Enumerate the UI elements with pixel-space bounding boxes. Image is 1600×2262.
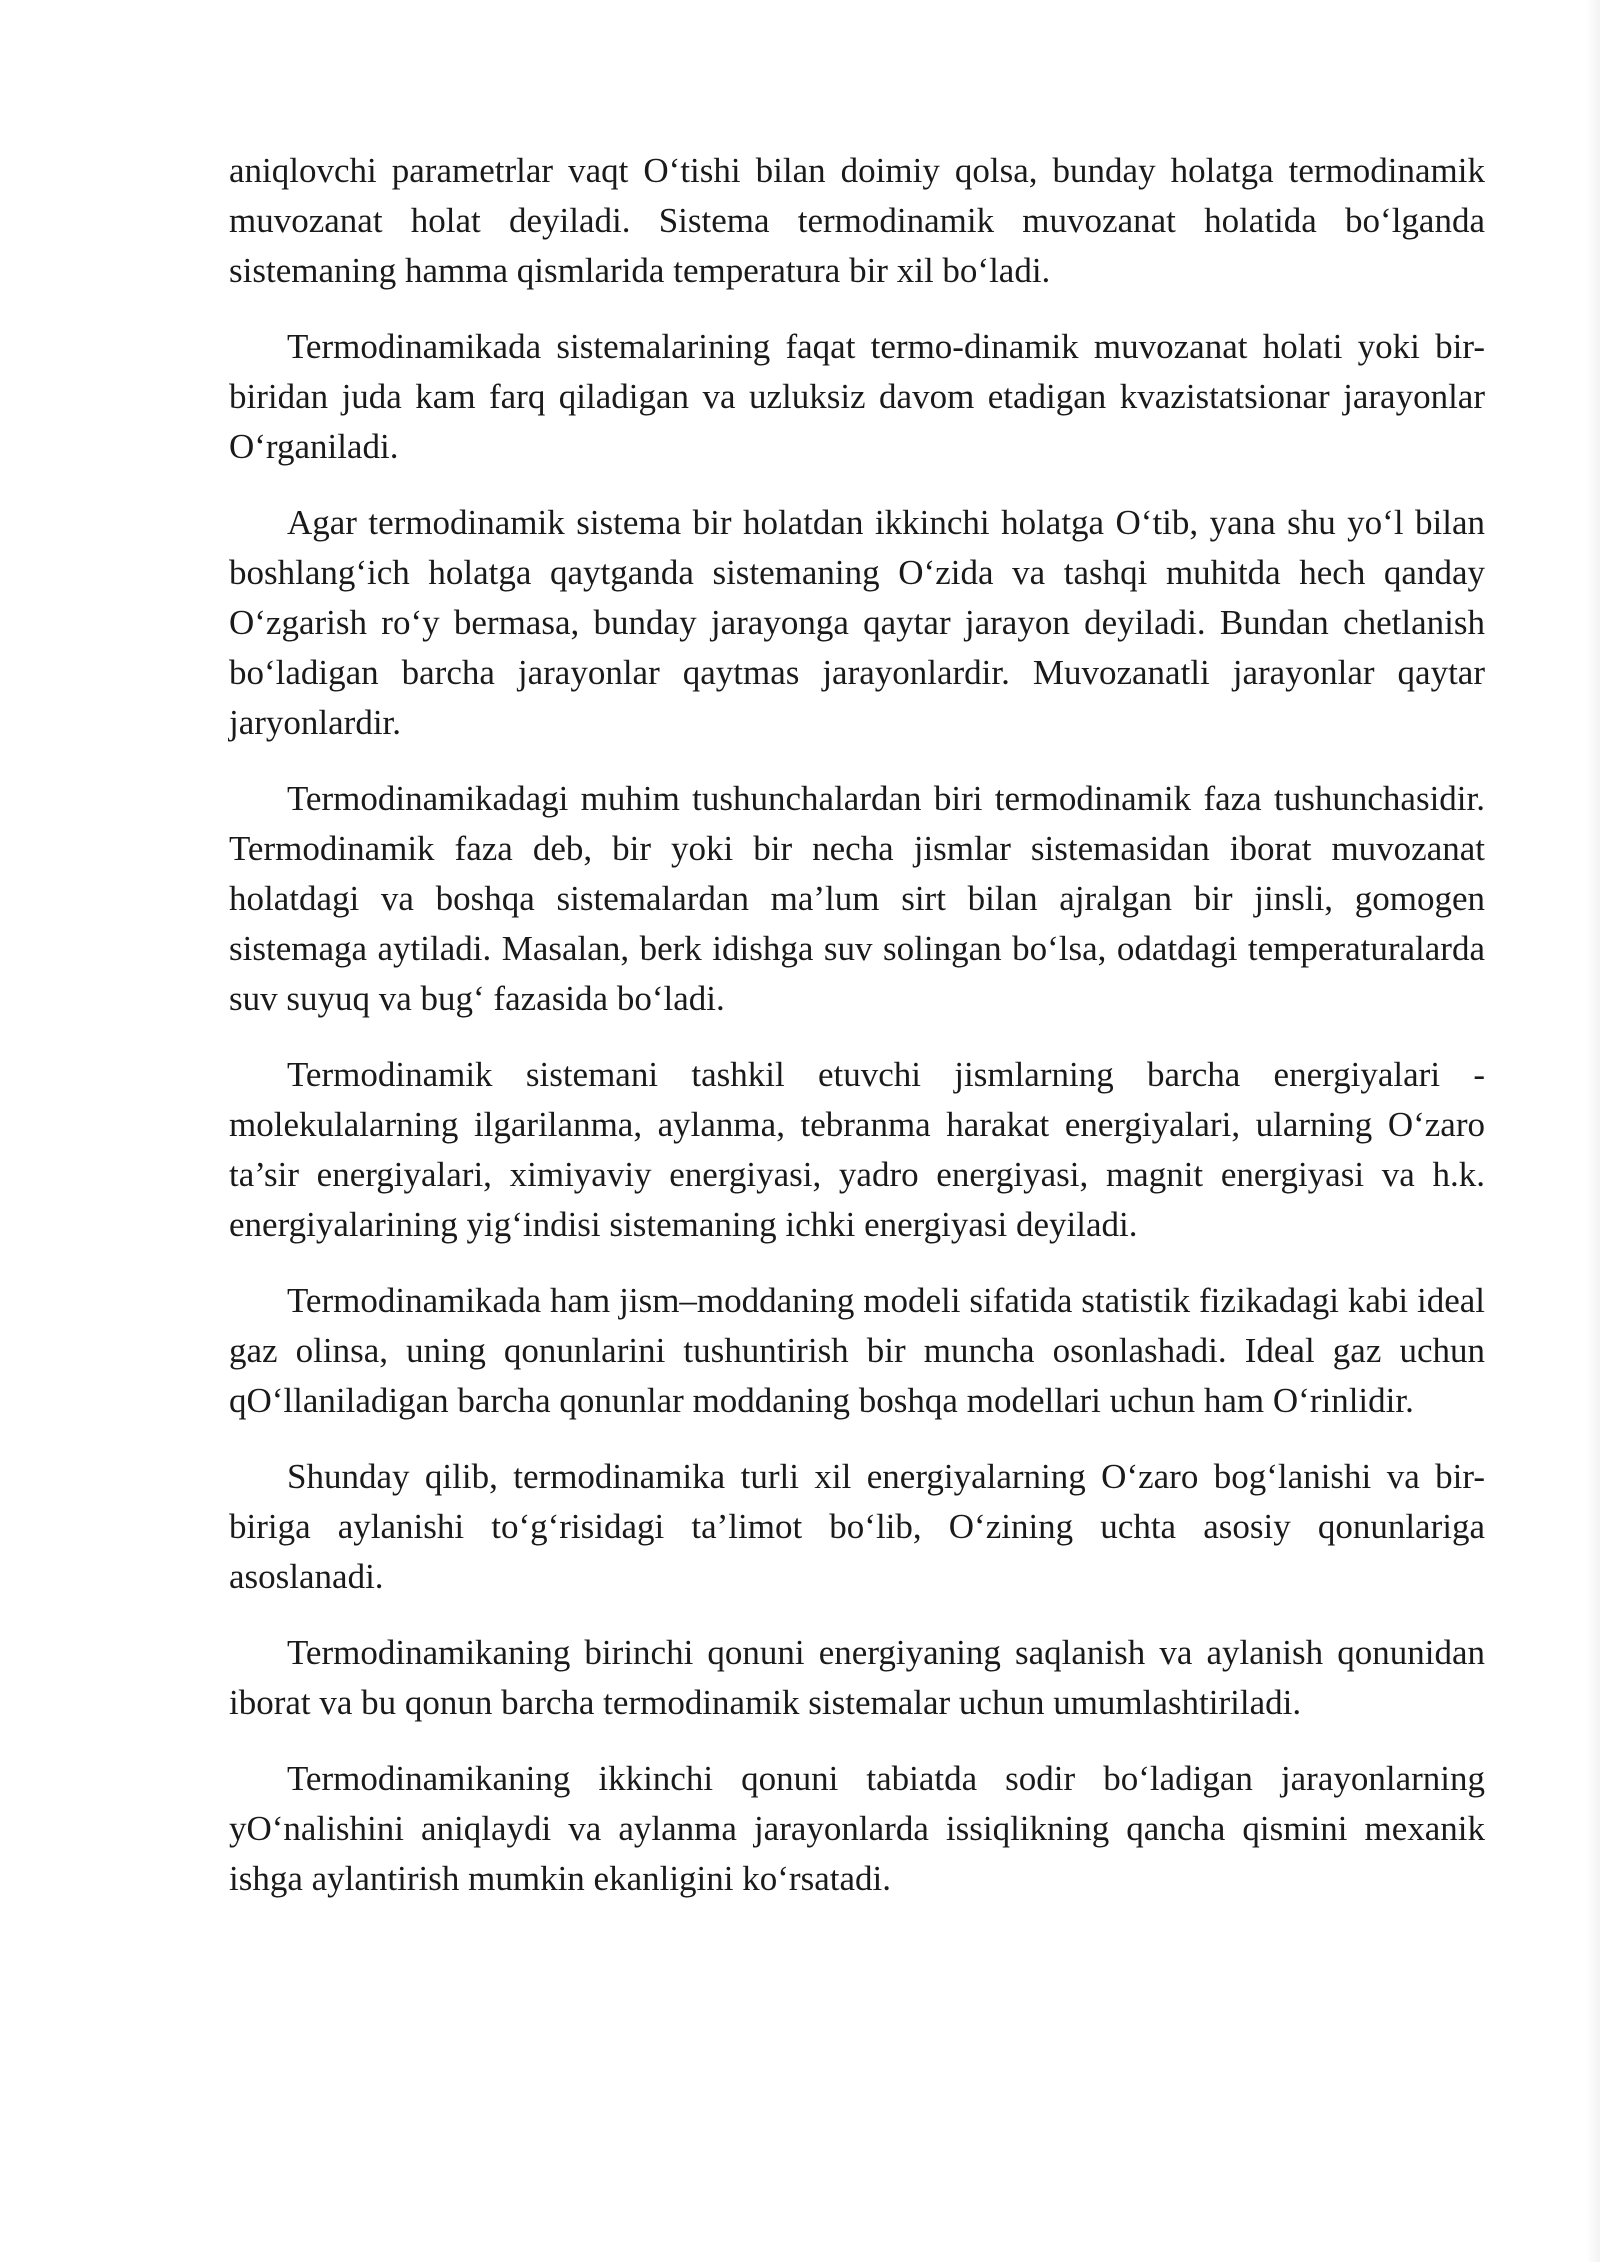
paragraph-continuation: aniqlovchi parametrlar vaqt O‘tishi bilan doimiy qolsa, bunday holatga termodinamik muvozanat holat deyiladi. Sistema termodinamik muvozanat holatida bo‘lganda sistemaning hamma qismlarida temperatura bir xil bo‘ladi.: [229, 151, 1485, 290]
paragraph-thermodynamic-phase: Termodinamikadagi muhim tushunchalardan biri termodinamik faza tushunchasidir. Termodinamik faza deb, bir yoki bir necha jismlar sistemasidan iborat muvozanat holatdagi va boshqa sistemalardan ma’lum sirt bilan ajralgan bir jinsli, gomogen sistemaga aytiladi. Masalan, berk idishga suv solingan bo‘lsa, odatdagi temperaturalarda suv suyuq va bug‘ fazasida bo‘ladi.: [229, 779, 1485, 1018]
paragraph-three-laws: Shunday qilib, termodinamika turli xil energiyalarning O‘zaro bog‘lanishi va bir-biriga aylanishi to‘g‘risidagi ta’limot bo‘lib, O‘zining uchta asosiy qonunlariga asoslanadi.: [229, 1457, 1485, 1596]
paragraph-reversible-processes: Agar termodinamik sistema bir holatdan ikkinchi holatga O‘tib, yana shu yo‘l bilan boshlang‘ich holatga qaytganda sistemaning O‘zida va tashqi muhitda hech qanday O‘zgarish ro‘y bermasa, bunday jarayonga qaytar jarayon deyiladi. Bundan chetlanish bo‘ladigan barcha jarayonlar qaytmas jarayonlardir. Muvozanatli jarayonlar qaytar jaryonlardir.: [229, 503, 1485, 742]
page-edge-shadow: [1586, 0, 1600, 2262]
paragraph-internal-energy: Termodinamik sistemani tashkil etuvchi jismlarning barcha energiyalari - molekulalarning ilgarilanma, aylanma, tebranma harakat energiyalari, ularning O‘zaro ta’sir energiyalari, ximiyaviy energiyasi, yadro energiyasi, magnit energiyasi va h.k. energiyalarining yig‘indisi sistemaning ichki energiyasi deyiladi.: [229, 1055, 1485, 1244]
body-text: [229, 146, 1485, 1930]
paragraph-quasistatic-processes: Termodinamikada sistemalarining faqat termo-dinamik muvozanat holati yoki bir-biridan juda kam farq qiladigan va uzluksiz davom etadigan kvazistatsionar jarayonlar O‘rganiladi.: [229, 327, 1485, 466]
paragraph-first-law: Termodinamikaning birinchi qonuni energiyaning saqlanish va aylanish qonunidan iborat va bu qonun barcha termodinamik sistemalar uchun umumlashtiriladi.: [229, 1633, 1485, 1722]
paragraph-second-law: Termodinamikaning ikkinchi qonuni tabiatda sodir bo‘ladigan jarayonlarning yO‘nalishini aniqlaydi va aylanma jarayonlarda issiqlikning qancha qismini mexanik ishga aylantirish mumkin ekanligini ko‘rsatadi.: [229, 1759, 1485, 1898]
paragraph-ideal-gas: Termodinamikada ham jism–moddaning modeli sifatida statistik fizikadagi kabi ideal gaz olinsa, uning qonunlarini tushuntirish bir muncha osonlashadi. Ideal gaz uchun qO‘llaniladigan barcha qonunlar moddaning boshqa modellari uchun ham O‘rinlidir.: [229, 1281, 1485, 1420]
